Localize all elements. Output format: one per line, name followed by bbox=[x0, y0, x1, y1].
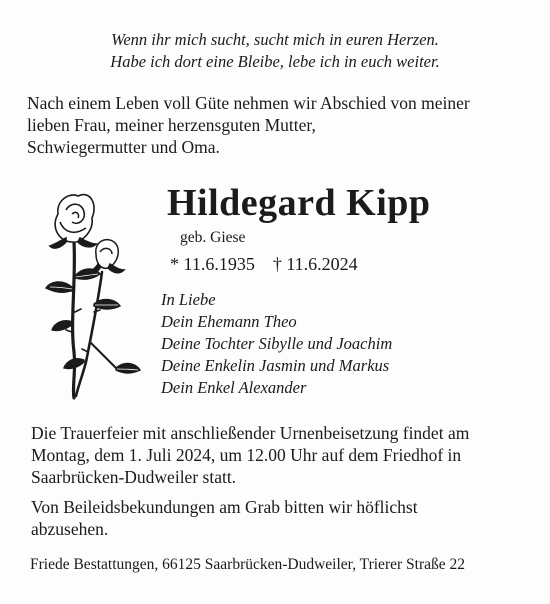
intro-text bbox=[27, 92, 527, 158]
family-line: In Liebe bbox=[161, 290, 216, 309]
birth-name: geb. Giese bbox=[180, 229, 246, 246]
motto-line: Habe ich dort eine Bleibe, lebe ich in euch weiter. bbox=[110, 52, 440, 71]
birth-date: * 11.6.1935 bbox=[170, 254, 255, 274]
family-line: Dein Enkel Alexander bbox=[161, 378, 307, 397]
ceremony-line: Die Trauerfeier mit anschließender Urnenbeisetzung findet am bbox=[31, 423, 470, 443]
ceremony-info bbox=[31, 422, 531, 488]
family-line: Deine Enkelin Jasmin und Markus bbox=[161, 356, 390, 375]
intro-line: Nach einem Leben voll Güte nehmen wir Abschied von meiner bbox=[27, 93, 470, 113]
death-date: † 11.6.2024 bbox=[272, 254, 358, 274]
funeral-home-footer: Friede Bestattungen, 66125 Saarbrücken-Dudweiler, Trierer Straße 22 bbox=[30, 556, 465, 573]
ceremony-line: Montag, dem 1. Juli 2024, um 12.00 Uhr auf dem Friedhof in bbox=[31, 445, 462, 465]
ceremony-line: Saarbrücken-Dudweiler statt. bbox=[31, 467, 237, 487]
condolence-line: abzusehen. bbox=[31, 519, 109, 539]
deceased-name: Hildegard Kipp bbox=[167, 182, 431, 224]
family-line: Dein Ehemann Theo bbox=[161, 312, 297, 331]
rose-icon bbox=[36, 192, 146, 402]
life-dates bbox=[170, 254, 358, 275]
condolence-line: Von Beileidsbekundungen am Grab bitten wir höflichst bbox=[31, 497, 418, 517]
motto-line: Wenn ihr mich sucht, sucht mich in euren Herzen. bbox=[111, 30, 439, 49]
condolence-note bbox=[31, 496, 531, 540]
intro-line: Schwiegermutter und Oma. bbox=[27, 137, 220, 157]
family-signatures bbox=[161, 289, 392, 399]
motto-quote bbox=[0, 29, 550, 73]
intro-line: lieben Frau, meiner herzensguten Mutter, bbox=[27, 115, 316, 135]
family-line: Deine Tochter Sibylle und Joachim bbox=[161, 334, 393, 353]
